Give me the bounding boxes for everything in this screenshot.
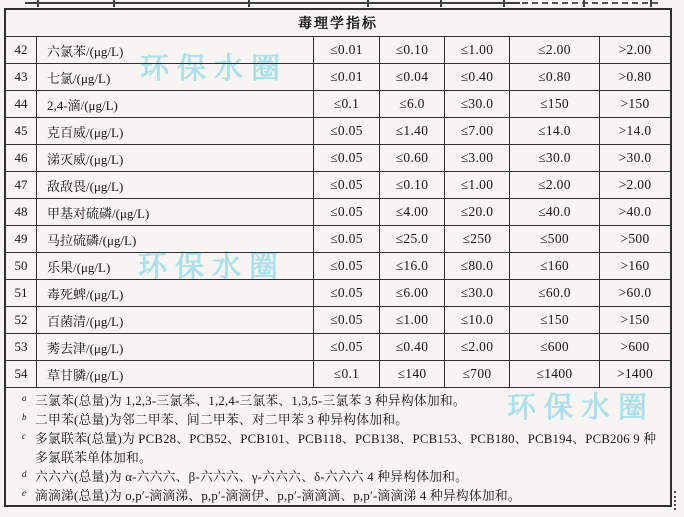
row-limit-value: ≤0.60 (380, 145, 445, 171)
footnote-mark: a (22, 393, 27, 403)
footnote-text: 多氯联苯(总量)为 PCB28、PCB52、PCB101、PCB118、PCB138、PCB153、PCB180、PCB194、PCB206 9 种多氯联苯单体加和。 (35, 432, 657, 465)
row-limit-value: ≤0.05 (314, 145, 380, 171)
row-limit-value: ≤2.00 (445, 334, 510, 360)
table-row (6, 91, 670, 118)
footnote-text: 六六六(总量)为 α-六六六、β-六六六、γ-六六六、δ-六六六 4 种异构体加和。 (35, 470, 469, 484)
row-limit-value: ≤16.0 (380, 253, 445, 279)
row-limit-value: ≤40.0 (510, 199, 600, 225)
table-section-header: 毒理学指标 (6, 10, 670, 37)
scan-artifact-top-line (25, 2, 520, 4)
row-number: 52 (6, 307, 37, 333)
row-limit-value: >1400 (616, 366, 654, 381)
watermark: 环保水圈 (507, 392, 656, 424)
row-limit-value: >0.80 (618, 69, 652, 84)
row-limit-value: >600 (620, 339, 650, 354)
row-limit-value: ≤6.0 (380, 91, 445, 117)
table-row (6, 118, 670, 145)
scan-artifact-column-stub (37, 0, 39, 7)
table-row (6, 361, 670, 388)
table-row (6, 37, 670, 64)
row-limit-value: >150 (620, 312, 650, 327)
scan-artifact-dotted-edge (674, 491, 676, 510)
table-row (6, 172, 670, 199)
row-parameter-name: 敌敌畏/(μg/L) (37, 172, 314, 198)
footnote-text: 滴滴涕(总量)为 o,p′-滴滴涕、p,p′-滴滴伊、p,p′-滴滴滴、p,p′-滴滴涕 4 种异构体加和。 (35, 489, 521, 503)
table-row (6, 226, 670, 253)
row-number: 48 (6, 199, 37, 225)
row-limit-value: ≤250 (445, 226, 510, 252)
table-row (6, 280, 670, 307)
row-limit-value: >30.0 (618, 150, 652, 165)
table-row (6, 64, 670, 91)
row-limit-value: ≤0.10 (380, 172, 445, 198)
scan-artifact-top-line-dashed (522, 2, 658, 4)
row-limit-value: ≤7.00 (445, 118, 510, 144)
row-limit-value: ≤0.40 (445, 64, 510, 90)
row-parameter-name: 克百威/(μg/L) (37, 118, 314, 144)
row-limit-value: ≤0.01 (314, 37, 380, 63)
row-parameter-name: 甲基对硫磷/(μg/L) (37, 199, 314, 225)
table-footnotes (6, 388, 670, 505)
row-limit-value: ≤150 (510, 91, 600, 117)
table-row (6, 307, 670, 334)
row-limit-value: ≤25.0 (380, 226, 445, 252)
scan-artifact-column-stub (583, 0, 585, 7)
row-limit-value: ≤3.00 (445, 145, 510, 171)
row-limit-value: ≤0.05 (314, 280, 380, 306)
row-number: 47 (6, 172, 37, 198)
watermark: 环保水圈 (138, 251, 287, 283)
row-parameter-name: 毒死蜱/(μg/L) (37, 280, 314, 306)
footnote-mark: b (22, 412, 27, 422)
row-limit-value: ≤150 (510, 307, 600, 333)
row-number: 54 (6, 361, 37, 387)
row-limit-value: ≤1.00 (380, 307, 445, 333)
row-limit-value: ≤0.05 (314, 199, 380, 225)
footnote (6, 411, 662, 430)
scan-artifact-column-stub (248, 0, 250, 7)
row-limit-value: ≤500 (510, 226, 600, 252)
footnote (6, 487, 662, 505)
row-limit-value: ≤0.80 (510, 64, 600, 90)
footnote (6, 430, 662, 468)
row-parameter-name: 马拉硫磷/(μg/L) (37, 226, 314, 252)
table-row (6, 334, 670, 361)
row-parameter-name: 七氯/(μg/L) (37, 64, 314, 90)
row-limit-value: ≤0.40 (380, 334, 445, 360)
row-number: 44 (6, 91, 37, 117)
scan-artifact-column-stub (503, 0, 505, 7)
watermark: 环保水圈 (140, 53, 289, 85)
row-number: 46 (6, 145, 37, 171)
row-limit-value: ≤0.1 (314, 361, 380, 387)
scan-artifact-column-stub (113, 0, 115, 7)
table-row (6, 145, 670, 172)
row-limit-value: >150 (620, 96, 650, 111)
row-limit-value: ≤0.05 (314, 172, 380, 198)
footnote-mark: e (22, 488, 26, 498)
footnote (6, 392, 662, 411)
table-row (6, 199, 670, 226)
row-limit-value: ≤140 (380, 361, 445, 387)
row-limit-value: >160 (620, 258, 650, 273)
row-limit-value: ≤0.04 (380, 64, 445, 90)
row-number: 53 (6, 334, 37, 360)
row-limit-value: ≤20.0 (445, 199, 510, 225)
row-number: 42 (6, 37, 37, 63)
row-limit-value: ≤1400 (510, 361, 600, 387)
row-number: 51 (6, 280, 37, 306)
row-parameter-name: 2,4-滴/(μg/L) (37, 91, 314, 117)
row-number: 45 (6, 118, 37, 144)
table-row (6, 253, 670, 280)
row-limit-value: ≤10.0 (445, 307, 510, 333)
row-limit-value: >2.00 (618, 42, 652, 57)
row-parameter-name: 涕灭威/(μg/L) (37, 145, 314, 171)
row-limit-value: ≤2.00 (510, 172, 600, 198)
row-limit-value: ≤4.00 (380, 199, 445, 225)
row-limit-value: >60.0 (618, 285, 652, 300)
row-parameter-name: 百菌清/(μg/L) (37, 307, 314, 333)
row-limit-value: ≤1.00 (445, 172, 510, 198)
row-limit-value: ≤0.1 (314, 91, 380, 117)
row-parameter-name: 六氯苯/(μg/L) (37, 37, 314, 63)
row-limit-value: ≤0.05 (314, 118, 380, 144)
row-limit-value: ≤600 (510, 334, 600, 360)
row-limit-value: ≤700 (445, 361, 510, 387)
row-parameter-name: 乐果/(μg/L) (37, 253, 314, 279)
row-limit-value: ≤6.00 (380, 280, 445, 306)
row-parameter-name: 莠去津/(μg/L) (37, 334, 314, 360)
row-limit-value: ≤0.05 (314, 253, 380, 279)
row-parameter-name: 草甘膦/(μg/L) (37, 361, 314, 387)
row-limit-value: >14.0 (618, 123, 652, 138)
row-limit-value: ≤14.0 (510, 118, 600, 144)
row-limit-value: ≤60.0 (510, 280, 600, 306)
row-limit-value: ≤0.01 (314, 64, 380, 90)
footnote-text: 三氯苯(总量)为 1,2,3-三氯苯、1,2,4-三氯苯、1,3,5-三氯苯 3 种异构体加和。 (35, 394, 466, 408)
table-rows (6, 37, 670, 388)
row-number: 49 (6, 226, 37, 252)
row-limit-value: ≤1.00 (445, 37, 510, 63)
row-limit-value: ≤0.10 (380, 37, 445, 63)
scan-artifact-column-stub (650, 0, 652, 7)
row-number: 50 (6, 253, 37, 279)
row-limit-value: ≤80.0 (445, 253, 510, 279)
row-limit-value: >500 (620, 231, 650, 246)
scan-artifact-column-stub (367, 0, 369, 7)
row-limit-value: >40.0 (618, 204, 652, 219)
row-limit-value: ≤160 (510, 253, 600, 279)
row-limit-value: ≤0.05 (314, 226, 380, 252)
row-limit-value: ≤1.40 (380, 118, 445, 144)
scan-artifact-column-stub (440, 0, 442, 7)
footnote (6, 468, 662, 487)
row-limit-value: ≤30.0 (510, 145, 600, 171)
row-number: 43 (6, 64, 37, 90)
row-limit-value: ≤30.0 (445, 280, 510, 306)
row-limit-value: ≤2.00 (510, 37, 600, 63)
row-limit-value: ≤0.05 (314, 334, 380, 360)
footnote-text: 二甲苯(总量)为邻二甲苯、间二甲苯、对二甲苯 3 种异构体加和。 (35, 413, 409, 427)
row-limit-value: ≤0.05 (314, 307, 380, 333)
row-limit-value: >2.00 (618, 177, 652, 192)
footnote-mark: d (22, 469, 27, 479)
row-limit-value: ≤30.0 (445, 91, 510, 117)
standards-table (4, 8, 672, 507)
footnote-mark: c (22, 431, 26, 441)
